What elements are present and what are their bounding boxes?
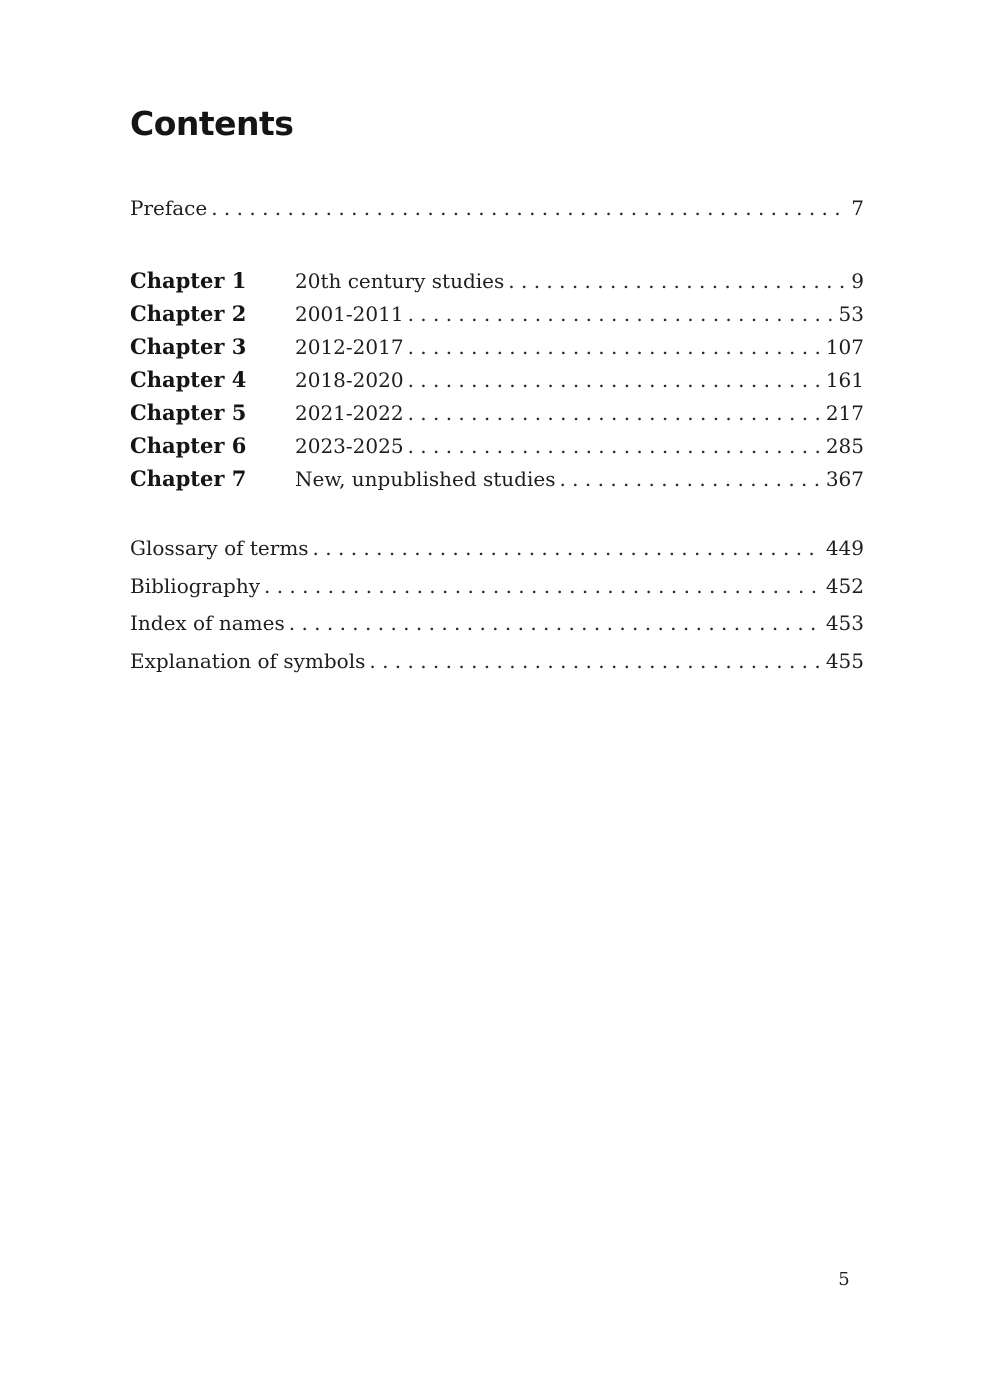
toc-entry-chapter[interactable] [130, 462, 864, 495]
page-number: 5 [838, 1269, 850, 1290]
toc-entry-bibliography[interactable] [130, 568, 864, 606]
dot-leader [264, 568, 822, 606]
toc-entry-label: Glossary of terms [130, 536, 309, 560]
chapter-title: 20th century studies [295, 269, 505, 293]
toc-entry-chapter[interactable] [130, 363, 864, 396]
chapter-page: 53 [838, 302, 864, 326]
chapter-title: 2001-2011 [295, 302, 404, 326]
toc-chapters-section [130, 264, 864, 495]
toc-entry-index[interactable] [130, 605, 864, 643]
dot-leader [508, 265, 847, 298]
toc-entry-symbols[interactable] [130, 643, 864, 681]
dot-leader [211, 196, 847, 220]
toc-entry-chapter[interactable] [130, 396, 864, 429]
toc-entry-label: Explanation of symbols [130, 648, 366, 673]
toc-entry-page: 453 [825, 611, 864, 635]
chapter-title: 2021-2022 [295, 401, 404, 425]
toc-entry-preface[interactable] [130, 196, 864, 220]
chapter-title: 2018-2020 [295, 368, 404, 392]
toc-preface-section [130, 196, 864, 220]
toc-entry-page: 452 [825, 573, 864, 598]
dot-leader [408, 430, 822, 463]
dot-leader [313, 530, 822, 568]
dot-leader [408, 298, 835, 331]
toc-entry-chapter[interactable] [130, 297, 864, 330]
chapter-title: 2012-2017 [295, 335, 404, 359]
toc-entry-label: Preface [130, 196, 208, 220]
page-title: Contents [130, 104, 294, 143]
dot-leader [408, 364, 822, 397]
chapter-page: 161 [825, 368, 864, 392]
chapter-page: 107 [825, 335, 864, 359]
dot-leader [369, 643, 821, 681]
chapter-number: Chapter 2 [130, 301, 247, 326]
toc-entry-page: 7 [851, 196, 864, 220]
dot-leader [408, 397, 822, 430]
dot-leader [559, 463, 821, 496]
chapter-page: 217 [825, 401, 864, 425]
toc-entry-label: Bibliography [130, 573, 260, 598]
dot-leader [289, 605, 822, 643]
toc-entry-chapter[interactable] [130, 330, 864, 363]
toc-entry-label: Index of names [130, 611, 285, 635]
chapter-number: Chapter 3 [130, 334, 247, 359]
chapter-title: New, unpublished studies [295, 467, 556, 491]
dot-leader [408, 331, 822, 364]
chapter-page: 285 [825, 434, 864, 458]
chapter-page: 367 [825, 467, 864, 491]
chapter-number: Chapter 5 [130, 400, 247, 425]
toc-back-matter-section [130, 530, 864, 680]
toc-entry-page: 455 [825, 648, 864, 673]
chapter-number: Chapter 7 [130, 466, 247, 491]
chapter-title: 2023-2025 [295, 434, 404, 458]
toc-entry-chapter[interactable] [130, 264, 864, 297]
chapter-number: Chapter 6 [130, 433, 247, 458]
toc-entry-chapter[interactable] [130, 429, 864, 462]
toc-entry-page: 449 [825, 536, 864, 560]
chapter-page: 9 [851, 269, 864, 293]
chapter-number: Chapter 1 [130, 268, 247, 293]
toc-entry-glossary[interactable] [130, 530, 864, 568]
chapter-number: Chapter 4 [130, 367, 247, 392]
